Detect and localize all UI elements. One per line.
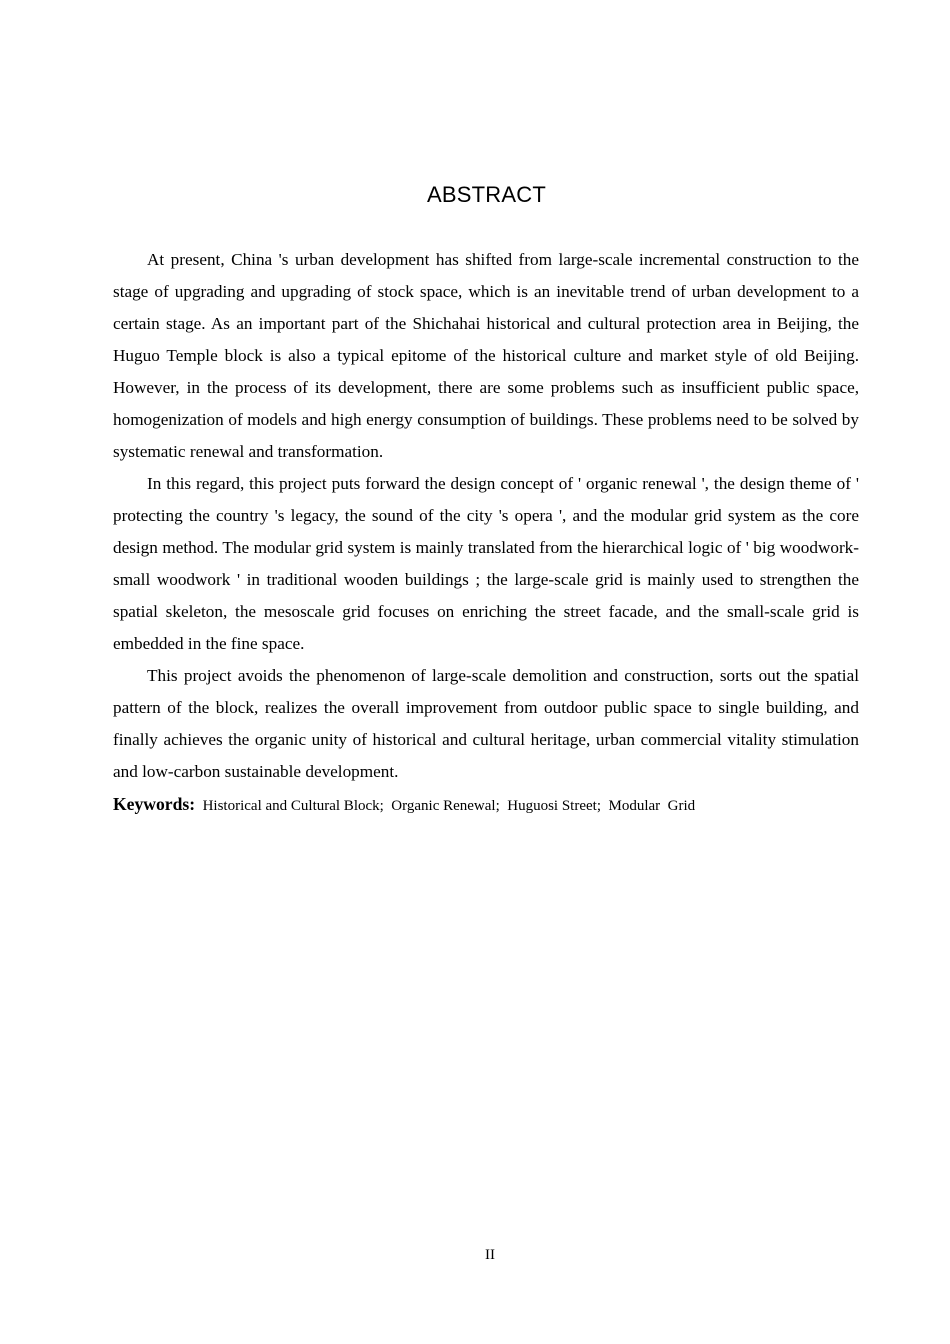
abstract-heading: ABSTRACT <box>427 182 546 207</box>
abstract-paragraph-1: At present, China 's urban development has shifted from large-scale incremental construction to the stage of upgrading and upgrading of stock space, which is an inevitable trend of urban development to a certain stage. As an important part of the Shichahai historical and cultural protection area in Beijing, the Huguo Temple block is also a typical epitome of the historical culture and market style of old Beijing. However, in the process of its development, there are some problems such as insufficient public space, homogenization of models and high energy consumption of buildings. These problems need to be solved by systematic renewal and transformation. <box>113 250 859 461</box>
keywords-line <box>113 788 859 822</box>
keywords-list: Historical and Cultural Block; Organic Renewal; Huguosi Street; Modular Grid <box>195 798 696 814</box>
abstract-paragraph-3: This project avoids the phenomenon of large-scale demolition and construction, sorts out the spatial pattern of the block, realizes the overall improvement from outdoor public space to single building, and finally achieves the organic unity of historical and cultural heritage, urban commercial vitality stimulation and low-carbon sustainable development. <box>113 666 859 781</box>
abstract-paragraph-2: In this regard, this project puts forward the design concept of ' organic renewal ', the design theme of ' protecting the country 's legacy, the sound of the city 's opera ', and the modular grid system as the core design method. The modular grid system is mainly translated from the hierarchical logic of ' big woodwork-small woodwork ' in traditional wooden buildings ; the large-scale grid is mainly used to strengthen the spatial skeleton, the mesoscale grid focuses on enriching the street facade, and the small-scale grid is embedded in the fine space. <box>113 474 859 653</box>
page-number: II <box>485 1247 495 1263</box>
keywords-label: Keywords: <box>113 794 196 814</box>
abstract-body <box>113 244 859 822</box>
